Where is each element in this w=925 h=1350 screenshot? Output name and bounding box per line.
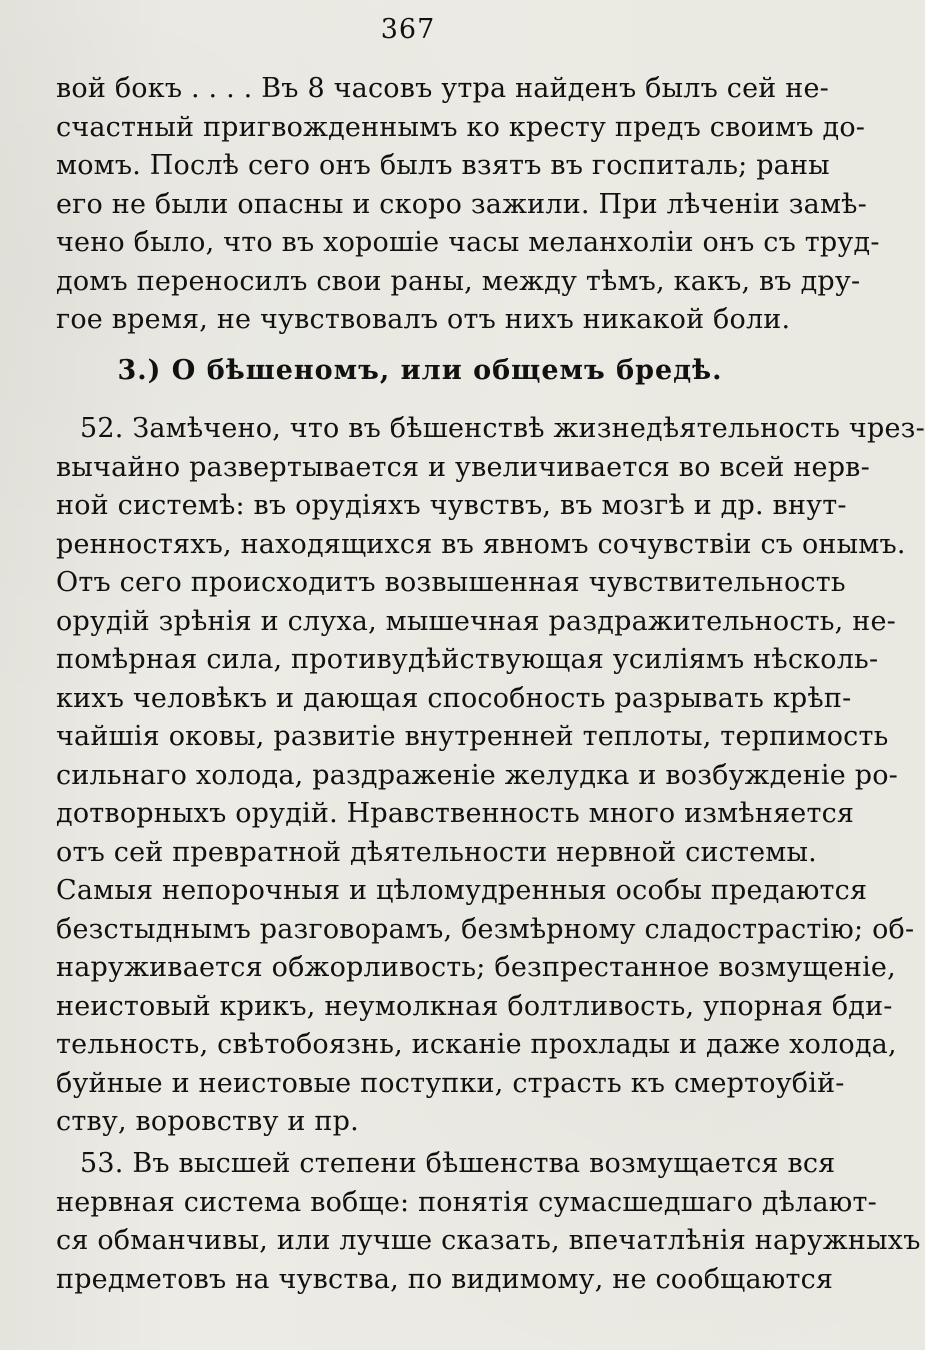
text-line: чайшія оковы, развитіе внутренней теплоты, терпимость xyxy=(56,721,889,752)
text-line: тельность, свѣтобоязнь, исканіе прохлады и даже холода, xyxy=(56,1029,897,1060)
text-line: кихъ человѣкъ и дающая способность разрывать крѣп- xyxy=(56,682,852,714)
text-line: вычайно развертывается и увеличивается во всей нерв- xyxy=(56,451,870,483)
text-line: буйные и неистовые поступки, страсть къ смертоубій- xyxy=(56,1067,845,1099)
text-line: безстыднымъ разговорамъ, безмѣрному сладострастію; об- xyxy=(56,913,915,945)
text-line: дотворныхъ орудій. Нравственность много измѣняется xyxy=(56,798,855,829)
text-line: Самыя непорочныя и цѣломудренныя особы предаются xyxy=(56,875,868,906)
text-line: наруживается обжорливость; безпрестанное возмущеніе, xyxy=(56,952,896,983)
text-line: неистовый крикъ, неумолкная болтливость, упорная бди- xyxy=(56,990,893,1022)
text-line: ся обманчивы, или лучше сказать, впечатлѣнія наружныхъ xyxy=(56,1225,921,1256)
text-line: чено было, что въ хорошіе часы меланхоліи онъ съ труд- xyxy=(56,227,880,258)
text-line: Отъ сего происходитъ возвышенная чувствительность xyxy=(56,567,846,598)
text-line: сильнаго холода, раздраженіе желудка и возбужденіе ро- xyxy=(56,759,898,791)
text-line: орудій зрѣнія и слуха, мышечная раздражительность, не- xyxy=(56,605,896,637)
text-line: отъ сей превратной дѣятельности нервной системы. xyxy=(56,836,817,868)
text-line: 53. Въ высшей степени бѣшенства возмущается вся xyxy=(80,1148,836,1179)
text-line: ству, воровству и пр. xyxy=(56,1106,359,1137)
text-line: вой бокъ . . . . Въ 8 часовъ утра найденъ былъ сей не- xyxy=(56,73,829,104)
text-line: предметовъ на чувства, по видимому, не сообщаются xyxy=(56,1263,834,1295)
text-line: домъ переносилъ свои раны, между тѣмъ, какъ, въ дру- xyxy=(56,265,861,297)
paragraph-53 xyxy=(56,1145,921,1299)
intro-paragraph xyxy=(56,70,880,340)
text-line: нервная система вобще: понятія сумасшедшаго дѣлают- xyxy=(56,1186,877,1218)
text-line: ренностяхъ, находящихся въ явномъ сочувствіи съ онымъ. xyxy=(56,528,906,560)
text-line: 52. Замѣчено, что въ бѣшенствѣ жизнедѣятельность чрез- xyxy=(80,413,925,444)
text-line: его не были опасны и скоро зажили. При лѣченіи замѣ- xyxy=(56,188,867,220)
text-line: помѣрная сила, противудѣйствующая усиліямъ нѣсколь- xyxy=(56,644,879,675)
text-line: гое время, не чувствовалъ отъ нихъ никакой боли. xyxy=(56,304,791,335)
section-heading: 3.) О бѣшеномъ, или общемъ бредѣ. xyxy=(117,355,723,386)
paragraph-52 xyxy=(56,410,925,1142)
text-line: ной системѣ: въ орудіяхъ чувствъ, въ мозгѣ и др. внут- xyxy=(56,490,847,521)
page-number: 367 xyxy=(380,14,436,45)
text-line: момъ. Послѣ сего онъ былъ взятъ въ госпиталь; раны xyxy=(56,150,830,181)
text-line: счастный пригвожденнымъ ко кресту предъ своимъ до- xyxy=(56,111,866,143)
